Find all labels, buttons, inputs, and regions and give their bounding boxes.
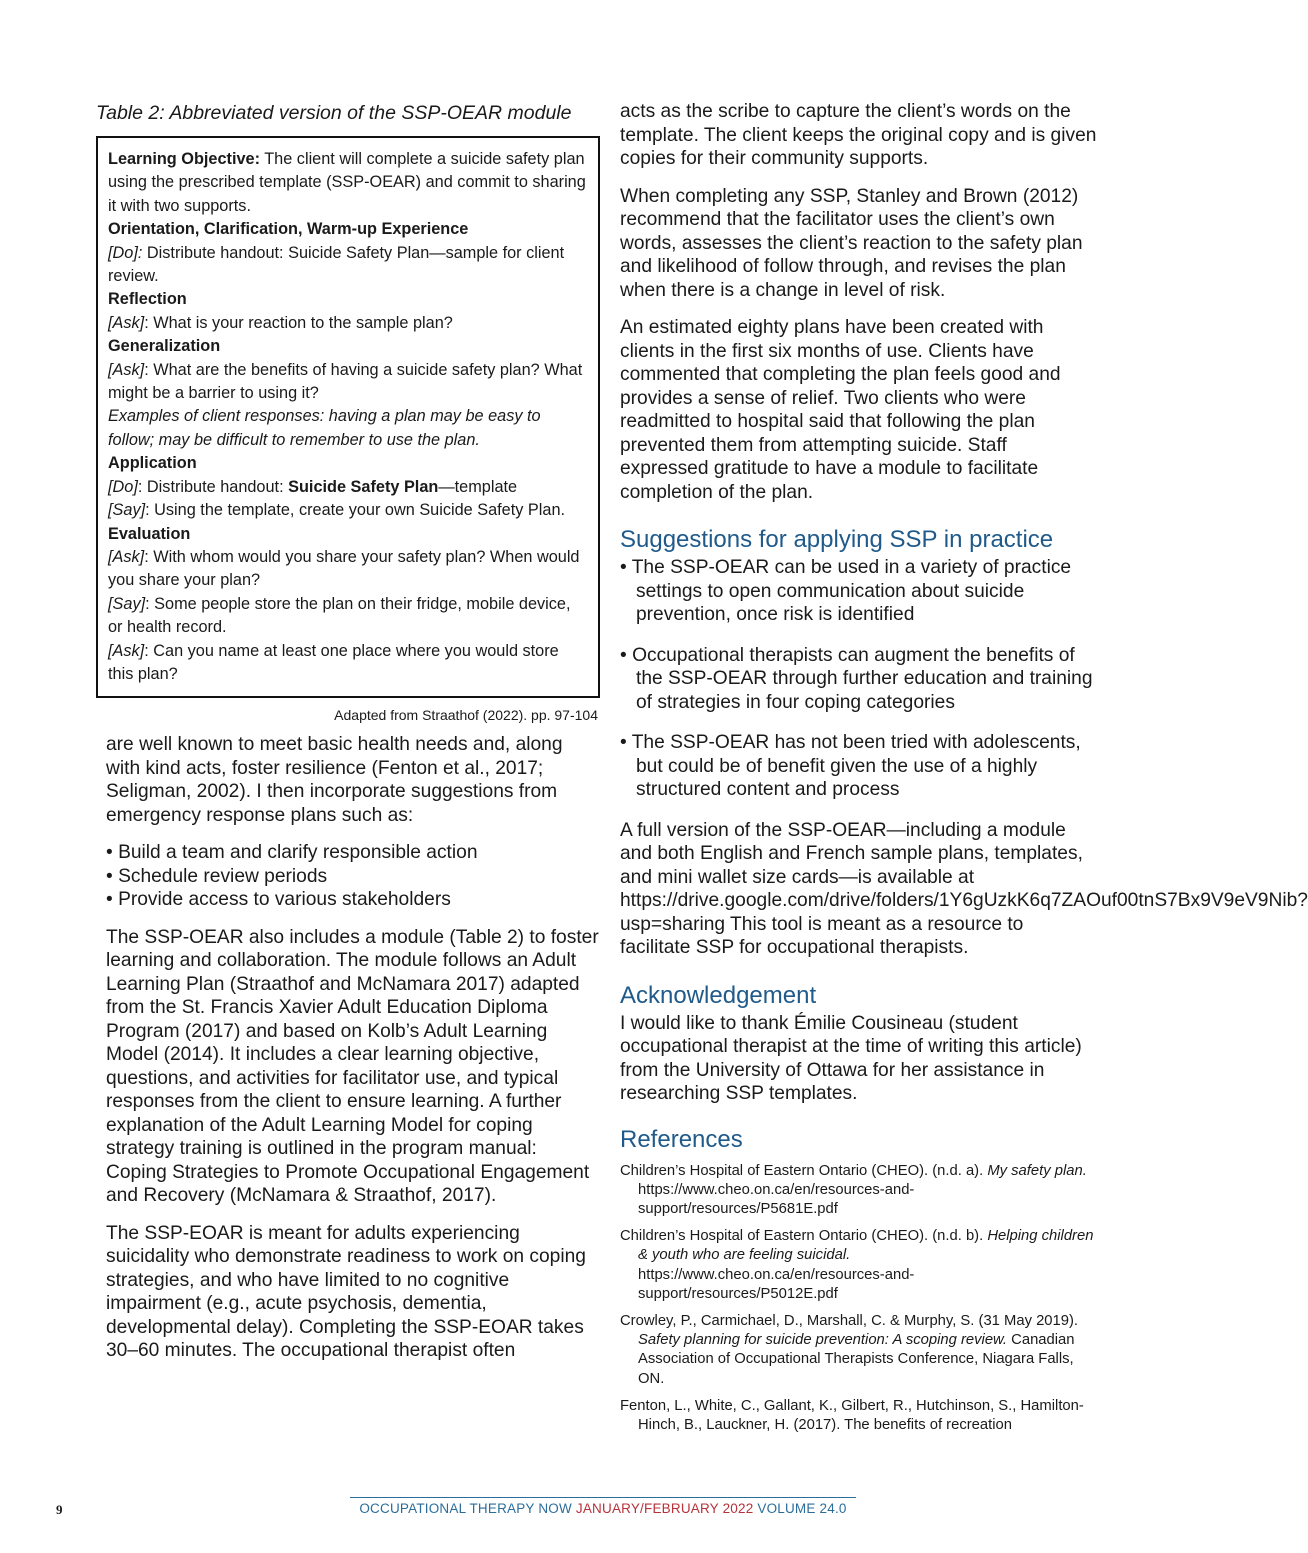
references-heading: References	[620, 1125, 743, 1153]
do-tag: [Do]	[108, 477, 138, 496]
generalization-ask-text: : What are the benefits of having a suicide safety plan? What might be a barrier to using it?	[108, 360, 583, 403]
list-item: • The SSP-OEAR has not been tried with adolescents, but could be of benefit given the use of a highly structured content and process	[620, 731, 1098, 802]
application-heading: Application	[108, 454, 197, 473]
evaluation-ask-2-text: : Can you name at least one place where you would store this plan?	[108, 641, 559, 683]
right-paragraph-3: An estimated eighty plans have been created with clients in the first six months of use. Clients have commented that completing the plan feels good and provides a sense of relief. Two clients who were readmitted to hospital said that following the plan prevented them from attempting suicide. Staff expressed gratitude to have a module to facilitate completion of the plan.	[620, 317, 1061, 503]
orientation-do-text: Distribute handout: Suicide Safety Plan—sample for client review.	[108, 243, 565, 286]
footer-divider	[350, 1497, 856, 1498]
table-caption: Table 2: Abbreviated version of the SSP-OEAR module	[96, 102, 572, 124]
generalization-ask	[108, 359, 588, 406]
reference-item	[620, 1312, 1098, 1389]
right-paragraph-2: When completing any SSP, Stanley and Brown (2012) recommend that the facilitator uses the client’s own words, assesses the client’s reaction to the safety plan and likelihood of follow through, and revises the plan when there is a change in level of risk.	[620, 185, 1083, 301]
acknowledgement-heading: Acknowledgement	[620, 981, 817, 1009]
generalization-examples	[108, 405, 588, 452]
adapted-from-note: Adapted from Straathof (2022). pp. 97-104	[334, 707, 598, 724]
reference-title: My safety plan.	[987, 1162, 1087, 1179]
publication-name: OCCUPATIONAL THERAPY NOW	[359, 1501, 576, 1516]
evaluation-ask-2	[108, 640, 588, 687]
reference-source: https://www.cheo.on.ca/en/resources-and-support/resources/P5012E.pdf	[638, 1266, 915, 1302]
learning-objective-label: Learning Objective:	[108, 150, 260, 168]
module-table	[96, 136, 600, 698]
evaluation-heading: Evaluation	[108, 524, 191, 543]
list-item: • Occupational therapists can augment the benefits of the SSP-OEAR through further education and training of strategies in four coping categories	[620, 644, 1098, 715]
reference-source: https://www.cheo.on.ca/en/resources-and-support/resources/P5681E.pdf	[638, 1181, 915, 1217]
list-item: • Provide access to various stakeholders	[106, 888, 600, 912]
evaluation-say-text: : Some people store the plan on their fridge, mobile device, or health record.	[108, 594, 571, 637]
orientation-do	[108, 242, 588, 289]
reference-title: Safety planning for suicide prevention: A scoping review.	[638, 1332, 1008, 1349]
reference-item	[620, 1397, 1098, 1435]
reference-authors: Crowley, P., Carmichael, D., Marshall, C. & Murphy, S. (31 May 2019).	[620, 1312, 1079, 1329]
evaluation-ask-1-text: : With whom would you share your safety plan? When would you share your plan?	[108, 547, 580, 590]
ask-tag: [Ask]	[108, 360, 145, 379]
generalization-heading: Generalization	[108, 337, 221, 356]
ask-tag: [Ask]	[108, 313, 145, 332]
do-tag: [Do]:	[108, 243, 143, 262]
reference-authors: Children’s Hospital of Eastern Ontario (CHEO). (n.d. b).	[620, 1228, 988, 1245]
issue-date: JANUARY/FEBRUARY 2022	[575, 1501, 758, 1516]
reference-authors: Children’s Hospital of Eastern Ontario (CHEO). (n.d. a).	[620, 1162, 988, 1179]
list-item: • Schedule review periods	[106, 865, 600, 889]
learning-objective	[108, 148, 588, 218]
learning-objective-text: The client will complete a suicide safety plan using the prescribed template (SSP-OEAR) and commit to sharing it with two supports.	[108, 150, 586, 215]
right-paragraph-1: acts as the scribe to capture the client’s words on the template. The client keeps the original copy and is given copies for their community supports.	[620, 101, 1097, 169]
full-version-paragraph: A full version of the SSP-OEAR—including a module and both English and French sample plans, templates, and mini wallet size cards—is available at https://drive.google.com/drive/folders/1Y6gUzkK6q7ZAOuf00tnS7Bx9V9eV9Nib?usp=sharing This tool is meant as a resource to facilitate SSP for occupational therapists.	[620, 819, 1308, 958]
references-list	[620, 1162, 1098, 1436]
application-do-text: : Distribute handout:	[137, 477, 289, 496]
reference-item	[620, 1162, 1098, 1220]
volume: VOLUME 24.0	[757, 1501, 847, 1516]
say-tag: [Say]	[108, 501, 146, 520]
reference-item	[620, 1227, 1098, 1304]
left-paragraph-2: The SSP-OEAR also includes a module (Table 2) to foster learning and collaboration. The module follows an Adult Learning Plan (Straathof and McNamara 2017) adapted from the St. Francis Xavier Adult Education Diploma Program (2017) and based on Kolb’s Adult Learning Model (2014). It includes a clear learning objective, questions, and activities for facilitator use, and typical responses from the client to ensure learning. A further explanation of the Adult Learning Model for coping strategy training is outlined in the program manual: Coping Strategies to Promote Occupational Engagement and Recovery (McNamara & Straathof, 2017).	[106, 926, 599, 1207]
left-paragraph-3: The SSP-EOAR is meant for adults experiencing suicidality who demonstrate readiness to work on coping strategies, and who have limited to no cognitive impairment (e.g., acute psychosis, dementia, developmental delay). Completing the SSP-EOAR takes 30–60 minutes. The occupational therapist often	[106, 1222, 586, 1362]
application-do	[108, 476, 588, 499]
application-say-text: : Using the template, create your own Suicide Safety Plan.	[145, 501, 566, 520]
application-say	[108, 499, 588, 522]
generalization-examples-text: Examples of client responses: having a plan may be easy to follow; may be difficult to remember to use the plan.	[108, 407, 541, 449]
application-do-tail: —template	[438, 477, 518, 496]
reference-title: Helping children & youth who are feeling suicidal.	[638, 1228, 1094, 1264]
evaluation-say	[108, 593, 588, 640]
reflection-ask-text: : What is your reaction to the sample plan?	[144, 313, 453, 332]
left-column	[96, 100, 600, 1377]
list-item: • Build a team and clarify responsible action	[106, 841, 600, 865]
reference-source: Canadian Association of Occupational Therapists Conference, Niagara Falls, ON.	[638, 1332, 1075, 1387]
say-tag: [Say]	[108, 594, 146, 613]
reflection-ask	[108, 312, 588, 335]
application-do-bold: Suicide Safety Plan	[288, 477, 439, 496]
ask-tag: [Ask]	[108, 641, 145, 660]
left-paragraph-1: are well known to meet basic health needs and, along with kind acts, foster resilience (Fenton et al., 2017; Seligman, 2002). I then incorporate suggestions from emergency response plans such as:	[106, 734, 563, 826]
evaluation-ask-1	[108, 546, 588, 593]
suggestions-heading: Suggestions for applying SSP in practice	[620, 526, 1054, 553]
ask-tag: [Ask]	[108, 547, 145, 566]
orientation-heading: Orientation, Clarification, Warm-up Experience	[108, 220, 469, 239]
reflection-heading: Reflection	[108, 290, 187, 309]
acknowledgement-text: I would like to thank Émilie Cousineau (student occupational therapist at the time of writing this article) from the University of Ottawa for her assistance in researching SSP templates.	[620, 1012, 1082, 1104]
reference-authors: Fenton, L., White, C., Gallant, K., Gilbert, R., Hutchinson, S., Hamilton-Hinch, B., Lauckner, H. (2017). The benefits of recreation	[620, 1397, 1084, 1433]
suggestions-list	[620, 556, 1098, 802]
list-item: • The SSP-OEAR can be used in a variety of practice settings to open communication about suicide prevention, once risk is identified	[620, 556, 1098, 627]
right-column	[620, 100, 1308, 1443]
page-number: 9	[56, 1502, 63, 1517]
emergency-plan-bullets	[96, 841, 600, 912]
running-footer	[350, 1501, 856, 1516]
